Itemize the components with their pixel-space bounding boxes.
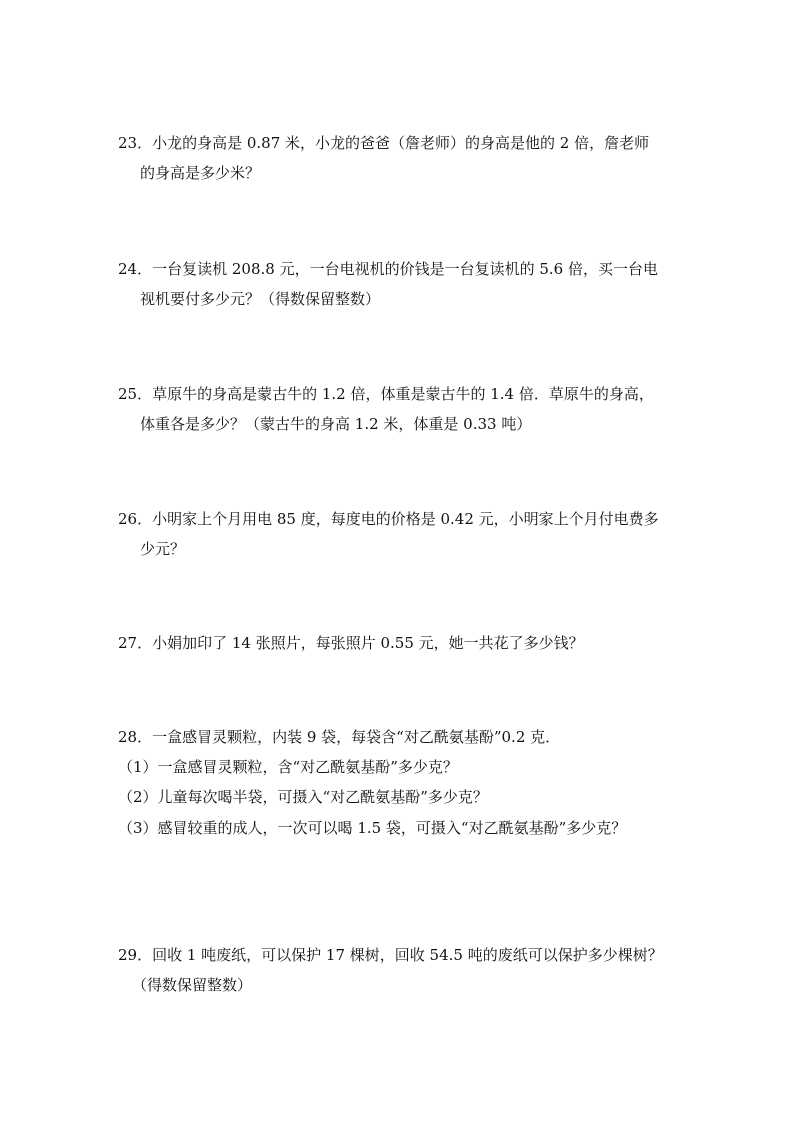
problem-29-line-2: （得数保留整数）	[132, 976, 253, 994]
problem-28-line-1: 28．一盒感冒灵颗粒，内装 9 袋，每袋含“对乙酰氨基酚”0.2 克．	[118, 728, 561, 746]
problem-27-line-1: 27．小娟加印了 14 张照片，每张照片 0.55 元，她一共花了多少钱？	[118, 634, 584, 652]
problem-24-line-1: 24．一台复读机 208.8 元，一台电视机的价钱是一台复读机的 5.6 倍，买一台电	[118, 260, 658, 278]
problem-26-line-2: 少元？	[140, 540, 186, 558]
problem-24-line-2: 视机要付多少元？（得数保留整数）	[140, 290, 381, 308]
problem-28-subquestion-2: （2）儿童每次喝半袋，可摄入“对乙酰氨基酚”多少克？	[118, 788, 488, 806]
problem-25-line-2: 体重各是多少？（蒙古牛的身高 1.2 米，体重是 0.33 吨）	[140, 415, 532, 433]
problem-23-line-1: 23．小龙的身高是 0.87 米，小龙的爸爸（詹老师）的身高是他的 2 倍，詹老师	[118, 134, 650, 152]
problem-23-line-2: 的身高是多少米？	[140, 164, 261, 182]
problem-28-subquestion-3: （3）感冒较重的成人，一次可以喝 1.5 袋，可摄入“对乙酰氨基酚”多少克？	[118, 819, 627, 837]
problem-26-line-1: 26．小明家上个月用电 85 度，每度电的价格是 0.42 元，小明家上个月付电费多	[118, 510, 659, 528]
problem-29-line-1: 29．回收 1 吨废纸，可以保护 17 棵树，回收 54.5 吨的废纸可以保护多少棵树？	[118, 946, 663, 964]
problem-25-line-1: 25．草原牛的身高是蒙古牛的 1.2 倍，体重是蒙古牛的 1.4 倍．草原牛的身高，	[118, 385, 654, 403]
problem-28-subquestion-1: （1）一盒感冒灵颗粒，含“对乙酰氨基酚”多少克？	[118, 758, 458, 776]
